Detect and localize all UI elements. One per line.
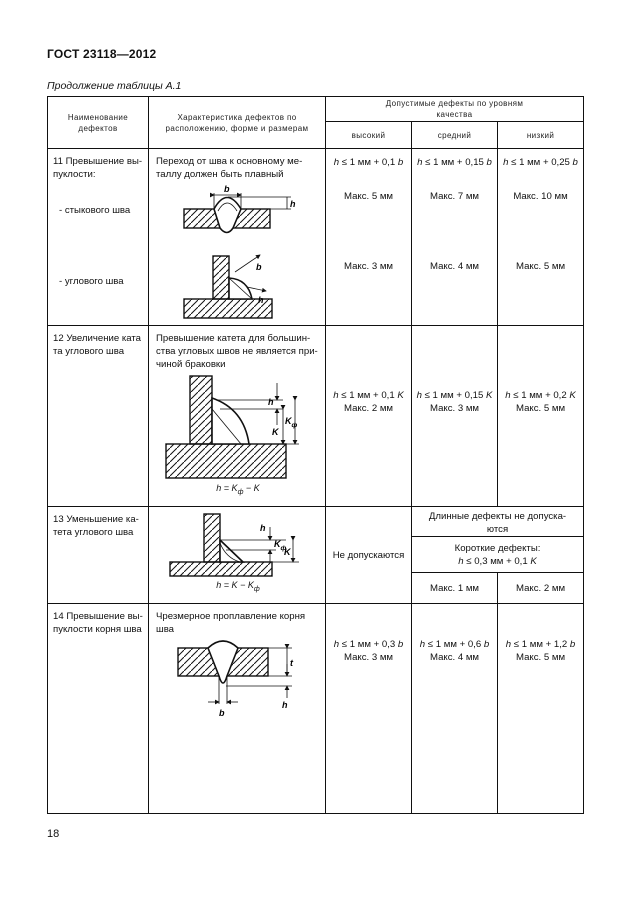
defect-description-12: Превышение катета для большин- ства угловых швов не является при- чиной браковки h K $K_ф$ $h = K_ф - K$ <box>149 326 326 507</box>
svg-text:h: h <box>290 199 296 209</box>
page-number: 18 <box>47 828 60 840</box>
svg-text:K: K <box>272 427 279 437</box>
svg-text:Kф: $K_ф$ <box>274 539 287 552</box>
medium-level-14: h ≤ 1 мм + 0,6 b Макс. 4 мм <box>412 604 498 814</box>
formula-caption-12: $h = K_ф - K$ <box>216 483 260 496</box>
medium-level-12: h ≤ 1 мм + 0,15 K Макс. 3 мм <box>412 326 498 507</box>
low-level-12: h ≤ 1 мм + 0,2 K Макс. 5 мм <box>498 326 584 507</box>
svg-text:b: b <box>256 262 262 272</box>
formula-caption-13: $h = K - K_ф$ <box>216 580 260 593</box>
high-level-13: Не допускаются <box>326 507 412 604</box>
root-convexity-figure <box>156 636 321 726</box>
table-row <box>48 326 584 507</box>
svg-text:h: h <box>260 523 266 533</box>
high-level-14: h ≤ 1 мм + 0,3 b Макс. 3 мм <box>326 604 412 814</box>
svg-text:h: h <box>258 295 264 305</box>
butt-and-fillet-convexity-figure <box>156 181 321 321</box>
medium-level-11: h ≤ 1 мм + 0,15 b Макс. 7 мм Макс. 4 мм <box>412 149 498 326</box>
header-name: Наименование дефектов <box>48 97 149 149</box>
table-row <box>48 149 584 326</box>
defect-description-14: Чрезмерное проплавление корня шва t h b <box>149 604 326 814</box>
defect-name-14: 14 Превышение вы- пуклости корня шва <box>48 604 149 814</box>
svg-text:b: b <box>224 184 230 194</box>
table-row <box>48 507 584 537</box>
svg-text:Kф: $K_ф$ <box>285 416 298 429</box>
defect-name-13: 13 Уменьшение ка- тета углового шва <box>48 507 149 604</box>
low-level-13: Макс. 2 мм <box>498 573 584 604</box>
high-level-11: h ≤ 1 мм + 0,1 b Макс. 5 мм Макс. 3 мм <box>326 149 412 326</box>
defect-description-13 <box>149 507 326 604</box>
table-row <box>48 604 584 814</box>
low-level-14: h ≤ 1 мм + 1,2 b Макс. 5 мм <box>498 604 584 814</box>
svg-text:h: h <box>282 700 288 710</box>
defect-name-12: 12 Увеличение ката та углового шва <box>48 326 149 507</box>
butt-weld-label: - стыкового шва <box>59 205 131 216</box>
long-defects-13: Длинные дефекты не допуска- ются <box>412 507 584 537</box>
header-allowed: Допустимые дефекты по уровням качества <box>326 97 584 122</box>
svg-text:t: t <box>290 658 293 668</box>
document-title: ГОСТ 23118—2012 <box>47 47 157 61</box>
header-row <box>48 97 584 122</box>
fillet-weld-label: - углового шва <box>59 276 124 287</box>
header-level-medium: средний <box>412 122 498 149</box>
high-level-12: h ≤ 1 мм + 0,1 K Макс. 2 мм <box>326 326 412 507</box>
svg-text:h: h <box>268 397 274 407</box>
svg-text:b: b <box>219 708 225 718</box>
fillet-leg-increase-figure <box>156 371 321 481</box>
header-characteristic: Характеристика дефектов по расположению, форме и размерам <box>149 97 326 149</box>
svg-text:K: K <box>284 547 291 557</box>
medium-level-13: Макс. 1 мм <box>412 573 498 604</box>
fillet-leg-decrease-figure <box>156 509 321 579</box>
table-continuation-caption: Продолжение таблицы А.1 <box>47 80 182 92</box>
low-level-11: h ≤ 1 мм + 0,25 b Макс. 10 мм Макс. 5 мм <box>498 149 584 326</box>
short-defects-13: Короткие дефекты: h ≤ 0,3 мм + 0,1 K <box>412 537 584 573</box>
header-level-high: высокий <box>326 122 412 149</box>
defect-name-11: 11 Превышение вы- пуклости: - стыкового шва - углового шва <box>48 149 149 326</box>
header-level-low: низкий <box>498 122 584 149</box>
defect-description-11: Переход от шва к основному ме- таллу должен быть плавный b h b h <box>149 149 326 326</box>
defects-table <box>47 96 584 814</box>
